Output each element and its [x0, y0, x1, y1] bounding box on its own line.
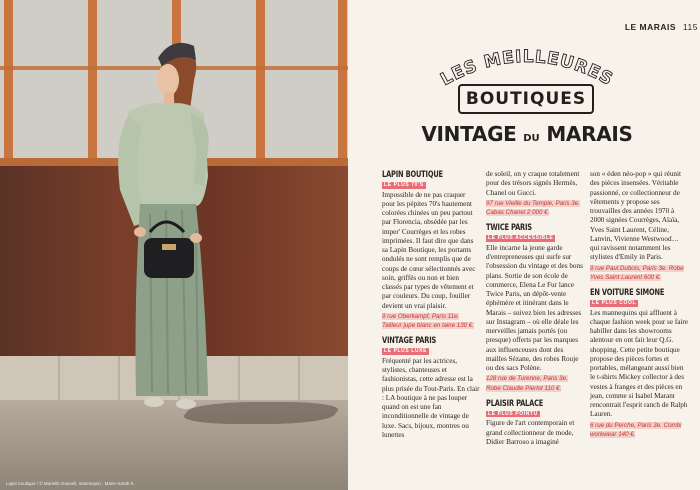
fashion-photo — [0, 0, 348, 490]
page-number: 115 — [682, 22, 698, 32]
model-figure — [0, 0, 348, 490]
photo-caption: Lapin boutique / © Marielle Gaevell, mannequin : Marie-Sarah K. — [6, 481, 135, 486]
title-vintage: VINTAGE — [421, 122, 517, 146]
shop-description: Figure de l'art contemporain et grand collectionneur de mode, Didier Barroso a imaginé — [486, 419, 575, 446]
shop-name: TWICE PARIS — [486, 223, 532, 234]
column-2 — [486, 170, 584, 447]
shop-description: de soleil, on y craque totalement pour des trésors signés Hermès, Chanel ou Gucci. — [486, 170, 580, 197]
shop-address: 9 rue Oberkampf, Paris 11e. Tailleur jupe blanc en laine 130 €. — [382, 312, 474, 329]
shop-description: Les mannequins qui affluent à chaque fashion week pour se faire habiller dans les showrooms alentour en ont fait leur Q.G. shopping. Cette petite boutique propose des pièces fortes et portables, mélangeant aussi bien le t-shirts Mickey collector à des vestes à franges et des pièces en jean, comme si Isabel Marant rencontrait l'esprit ranch de Ralph Lauren. — [590, 308, 688, 419]
shop-tag: LE PLUS LUXE — [384, 348, 428, 355]
shop-tag: LE PLUS COOL — [592, 300, 637, 306]
shop-address: 9 rue Paul Dubois, Paris 3e. Robe Yves Saint Laurent 600 €. — [590, 264, 684, 281]
shop-description: Impossible de ne pas craquer pour les pépites 70's hautement colorées chinées un peu partout par Florencia, obsédée par les imper' Courrèges et les robes imprimées. Il faut dire que dans sa Lapin Boutique, les portants ondulés ne sont remplis que de coups de cœur sélectionnés avec soin, griffés ou non et bien classés par types de vêtement et par couleurs. Du coup, fouiller devient un vrai plaisir. — [382, 190, 476, 310]
article-page — [352, 0, 700, 490]
title-du: DU — [523, 133, 540, 144]
shop-address: 6 rue du Perche, Paris 3e. Combi workwear 140 €. — [590, 421, 682, 438]
shop-address: 97 rue Vieille du Temple, Paris 3e. Cabas Chanel 2 000 €. — [486, 199, 580, 216]
section-name: LE MARAIS — [624, 22, 677, 32]
shop-description: Fréquenté par les actrices, stylistes, chanteuses et fashionistas, cette adresse est la plus prisée du Tout-Paris. En clair : LA boutique à ne pas louper quand on est une fan inconditionnelle de vintage de luxe. Sacs, bijoux, montres ou lunettes — [382, 356, 480, 439]
title-marais: MARAIS — [546, 122, 633, 146]
shop-tag: LE PLUS ACCESSIBLE — [488, 235, 554, 242]
title-arc-text: LES MEILLEURES — [437, 46, 617, 90]
shop-description: Elle incarne la jeune garde d'entrepreneuses qui surfe sur l'obsession du vintage et des bons plans. Sortie de son école de commerce, Elena Le Fur lance Twice Paris, un dépôt-vente éphémère et itinérant dans le Marais – suivez bien les adresses sur Instagram – où elle déale les merveilles jamais portés (ou presque) offerts par les marques aux influenceuses dont des mailles Sézane, des robes Rouje ou des sacs Polène. — [486, 243, 583, 372]
shop-name: PLAISIR PALACE — [486, 398, 544, 409]
title-boxed-word: BOUTIQUES — [458, 84, 594, 114]
running-head — [625, 22, 698, 32]
shop-address: 128 rue de Turenne, Paris 3e. Robe Claudie Pierlot 110 €. — [486, 375, 568, 392]
shop-name: VINTAGE PARIS — [382, 336, 437, 347]
article-title — [404, 44, 650, 162]
shop-name: EN VOITURE SIMONE — [590, 288, 665, 298]
column-3 — [590, 170, 688, 445]
shop-tag: LE PLUS 70'S — [384, 182, 424, 188]
column-1 — [382, 170, 480, 440]
article-columns — [382, 170, 698, 488]
shop-name: LAPIN BOUTIQUE — [382, 170, 443, 180]
shop-tag: LE PLUS POINTU — [488, 410, 538, 417]
title-line3 — [404, 122, 650, 146]
shop-description: son « éden néo-pop » qui réunit des pièces insensées. Véritable passionné, ce collectionneur de vêtements y propose ses trouvailles des années 1970 à 2000 signées Courrèges, Alaïa, Yves Saint Laurent, Céline, Lanvin, Vivienne Westwood… qui ravissent notamment les stylistes d'Emily in Paris. — [590, 170, 682, 262]
